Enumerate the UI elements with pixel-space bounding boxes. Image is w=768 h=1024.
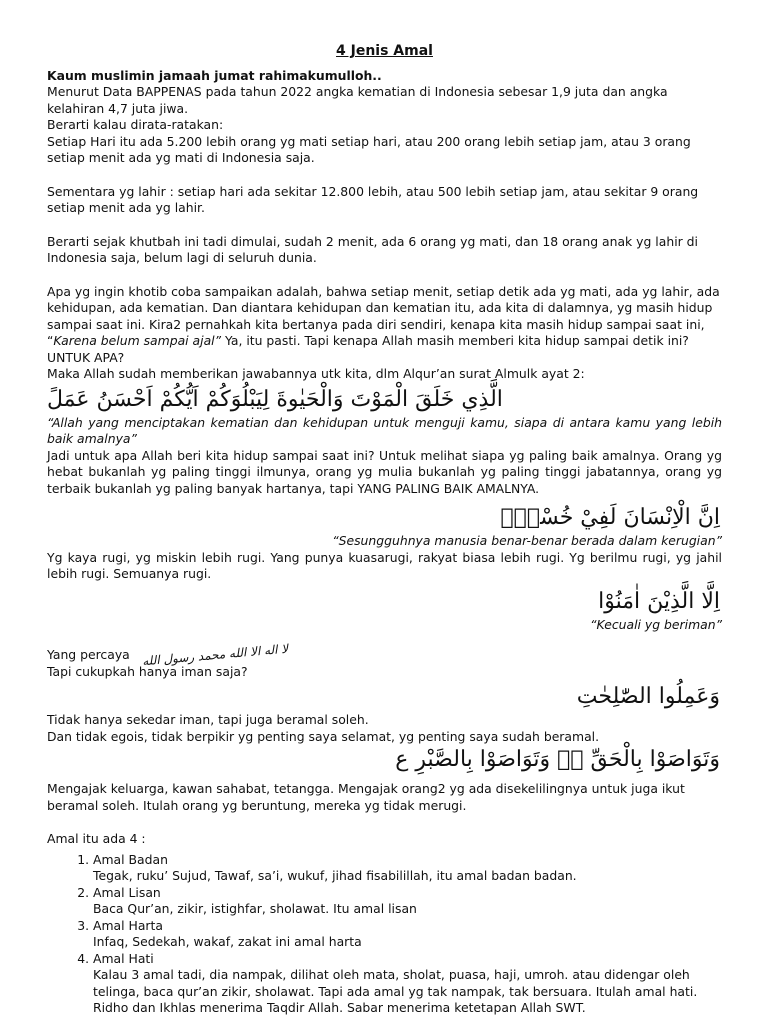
page-title: 4 Jenis Amal [336,43,433,59]
arabic-verse-insan: اِنَّ الْاِنْسَانَ لَفِيْ خُسْرٍۙ [500,505,720,530]
paragraph-question-italic: Karena belum sampai ajal” [53,333,222,348]
believer-row [47,641,722,669]
paragraph-believer: Yang percaya [47,647,130,662]
paragraph-average-intro: Berarti kalau dirata-ratakan: [47,117,224,132]
list-item-title: Amal Badan [93,851,168,867]
list-item [93,852,722,885]
paragraph-all-lose: Yg kaya rugi, yg miskin lebih rugi. Yang punya kuasarugi, rakyat biasa lebih rugi. Yg berilmu rugi, yg jahil lebih rugi. Semuanya rugi. [47,549,722,581]
paragraph-statistics: Menurut Data BAPPENAS pada tahun 2022 angka kematian di Indonesia sebesar 1,9 juta dan angka kelahiran 4,7 juta jiwa. [47,84,668,116]
list-item-title: Amal Harta [93,917,163,933]
paragraph-good-deeds: Tidak hanya sekedar iman, tapi juga beramal soleh. [47,712,369,727]
paragraph-not-selfish: Dan tidak egois, tidak berpikir yg penting saya selamat, yg penting saya sudah beramal. [47,728,600,744]
list-item-title: Amal Hati [93,950,154,966]
translation-almulk: “Allah yang menciptakan kematian dan kehidupan untuk menguji kamu, siapa di antara kamu yang lebih baik amalnya” [47,414,722,446]
list-item-desc: Kalau 3 amal tadi, dia nampak, dilihat oleh mata, sholat, puasa, haji, umroh. atau didengar oleh telinga, baca qur’an zikir, sholawat. Tapi ada amal yg tak nampak, tak bersuara. Itulah amal hati. Ridho dan Ikhlas menerima Taqdir Allah. Sabar menerima ketetapan Allah SWT. [93,967,698,1015]
list-item-desc: Tegak, ruku’ Sujud, Tawaf, sa’i, wukuf, jihad fisabilillah, itu amal badan badan. [93,868,577,883]
document-body [47,43,722,1017]
paragraph-best-deeds: Jadi untuk apa Allah beri kita hidup sampai saat ini? Untuk melihat siapa yg paling baik amalnya. Orang yg hebat bukanlah yg paling tinggi ilmunya, orang yg mulia bukanlah yg paling tinggi jabatannya, orang yg terbaik bukanlah yg paling banyak hartanya, tapi YANG PALING BAIK AMALNYA. [47,447,722,496]
shahada-text: لا اله الا الله محمد رسول الله [141,641,289,669]
arabic-verse-tawasau: وَتَوَاصَوْا بِالْحَقِّ ەۙ وَتَوَاصَوْا بِالصَّبْرِ ع [395,747,720,772]
greeting: Kaum muslimin jamaah jumat rahimakumulloh.. [47,67,382,83]
list-item [93,951,722,1017]
amal-list [47,852,722,1017]
translation-insan: “Sesungguhnya manusia benar-benar berada dalam kerugian” [332,533,722,548]
list-intro: Amal itu ada 4 : [47,831,146,846]
arabic-verse-amanu: اِلَّا الَّذِيْنَ اٰمَنُوْا [598,588,720,614]
list-item-desc: Infaq, Sedekah, wakaf, zakat ini amal harta [93,934,362,949]
paragraph-almulk-intro: Maka Allah sudah memberikan jawabannya utk kita, dlm Alqur’an surat Almulk ayat 2: [47,366,585,381]
list-item [93,885,722,918]
list-item-desc: Baca Qur’an, zikir, istighfar, sholawat. Itu amal lisan [93,901,417,916]
list-item [93,918,722,951]
paragraph-question-part2: Ya, itu pasti. Tapi kenapa Allah masih memberi kita hidup sampai detik ini? UNTUK APA? [47,333,689,365]
paragraph-invite: Mengajak keluarga, kawan sahabat, tetangga. Mengajak orang2 yg ada disekelilingnya untuk juga ikut beramal soleh. Itulah orang yg beruntung, mereka yg tidak merugi. [47,781,685,813]
arabic-verse-amilu: وَعَمِلُوا الصّٰلِحٰتِ [576,684,720,709]
paragraph-question [47,284,722,367]
paragraph-since-khutbah: Berarti sejak khutbah ini tadi dimulai, sudah 2 menit, ada 6 orang yg mati, dan 18 orang anak yg lahir di Indonesia saja, belum lagi di seluruh dunia. [47,233,698,265]
arabic-verse-almulk: الَّذِي خَلَقَ الْمَوْتَ وَالْحَيٰوةَ لِيَبْلُوَكُمْ اَيُّكُمْ اَحْسَنُ عَمَلً [47,386,503,412]
translation-amanu: “Kecuali yg beriman” [590,616,722,632]
paragraph-births: Sementara yg lahir : setiap hari ada sekitar 12.800 lebih, atau 500 lebih setiap jam, atau sekitar 9 orang setiap menit ada yg lahir. [47,183,699,215]
paragraph-deaths: Setiap Hari itu ada 5.200 lebih orang yg mati setiap hari, atau 200 orang lebih setiap jam, atau 3 orang setiap menit ada yg mati di Indonesia saja. [47,133,691,165]
paragraph-question-part1: Apa yg ingin khotib coba sampaikan adalah, bahwa setiap menit, setiap detik ada yg mati, ada yg lahir, ada kehidupan, ada kematian. Dan diantara kehidupan dan kematian itu, ada kita di dalamnya, yg masih hidup sampai saat ini. Kira2 pernahkah kita bertanya pada diri sendiri, kenapa kita masih hidup sampai saat ini, “ [47,283,720,348]
paragraph-only-faith: Tapi cukupkah hanya iman saja? [47,663,248,679]
list-item-title: Amal Lisan [93,884,161,900]
